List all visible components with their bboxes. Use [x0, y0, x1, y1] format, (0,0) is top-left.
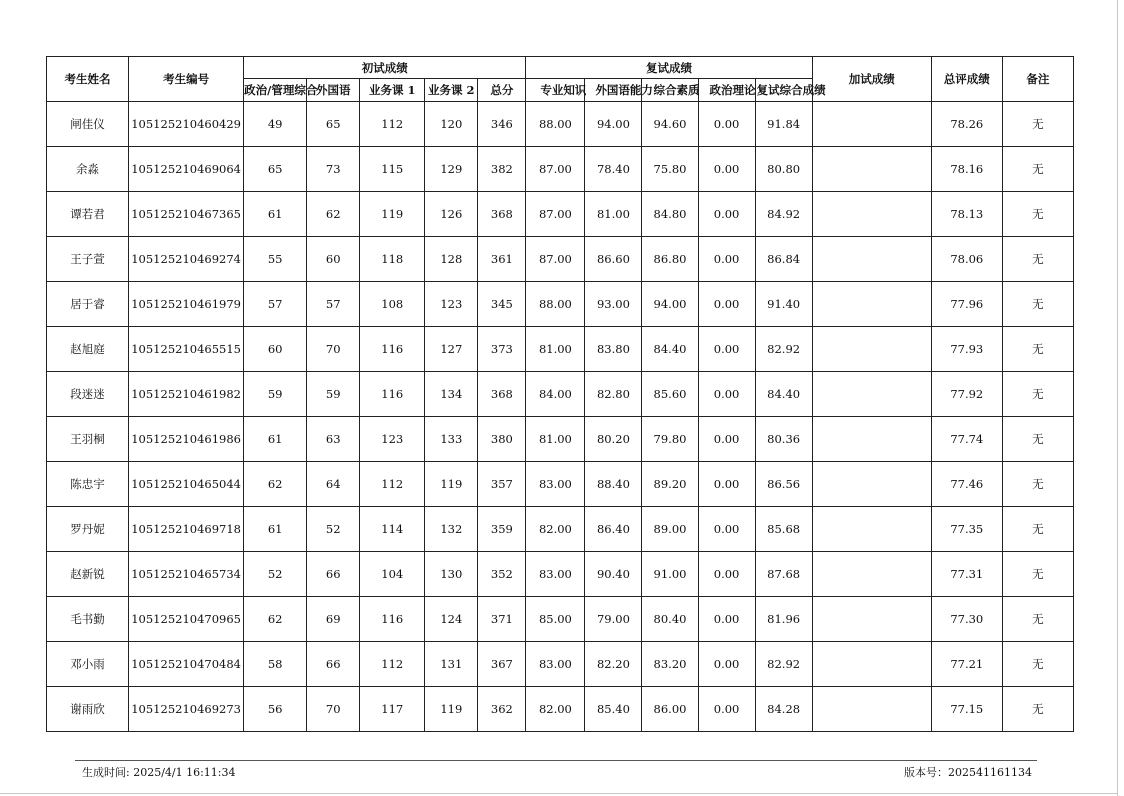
retest-foreign-cell: 82.80	[585, 372, 642, 417]
prelim-politics-cell: 52	[244, 552, 307, 597]
id-cell: 105125210465515	[129, 327, 244, 372]
retest-foreign-cell: 85.40	[585, 687, 642, 732]
retest-quality-cell: 85.60	[642, 372, 698, 417]
prelim-politics-cell: 62	[244, 462, 307, 507]
prelim-course1-cell: 116	[360, 327, 425, 372]
extra-score-cell	[812, 147, 931, 192]
prelim-foreign-cell: 70	[307, 687, 360, 732]
prelim-politics-cell: 55	[244, 237, 307, 282]
id-cell: 105125210461986	[129, 417, 244, 462]
table-row	[47, 642, 1074, 687]
retest-politics-cell: 0.00	[698, 687, 755, 732]
prelim-course2-cell: 120	[425, 102, 478, 147]
table-row	[47, 417, 1074, 462]
prelim-foreign-cell: 65	[307, 102, 360, 147]
id-cell: 105125210467365	[129, 192, 244, 237]
table-row	[47, 282, 1074, 327]
extra-score-cell	[812, 282, 931, 327]
retest-composite-cell: 91.84	[755, 102, 812, 147]
prelim-course2-cell: 124	[425, 597, 478, 642]
prelim-total-cell: 346	[478, 102, 526, 147]
extra-score-cell	[812, 597, 931, 642]
retest-quality-cell: 83.20	[642, 642, 698, 687]
prelim-foreign-cell: 62	[307, 192, 360, 237]
table-row	[47, 507, 1074, 552]
name-cell: 谢雨欣	[47, 687, 129, 732]
remark-cell: 无	[1002, 372, 1073, 417]
header-prelim-foreign: 外国语	[307, 79, 360, 102]
table-row	[47, 597, 1074, 642]
retest-professional-cell: 82.00	[526, 687, 585, 732]
page-edge-bottom	[0, 793, 1118, 794]
retest-professional-cell: 83.00	[526, 552, 585, 597]
remark-cell: 无	[1002, 462, 1073, 507]
header-retest-composite: 复试综合成绩	[755, 79, 812, 102]
prelim-politics-cell: 49	[244, 102, 307, 147]
prelim-foreign-cell: 66	[307, 552, 360, 597]
id-cell: 105125210469273	[129, 687, 244, 732]
total-eval-cell: 77.35	[931, 507, 1002, 552]
prelim-course2-cell: 130	[425, 552, 478, 597]
header-retest-group: 复试成绩	[526, 57, 812, 79]
retest-quality-cell: 91.00	[642, 552, 698, 597]
retest-composite-cell: 84.28	[755, 687, 812, 732]
prelim-politics-cell: 62	[244, 597, 307, 642]
prelim-politics-cell: 56	[244, 687, 307, 732]
version-number: 版本号：202541161134	[904, 766, 1032, 779]
prelim-foreign-cell: 59	[307, 372, 360, 417]
header-retest-politics: 政治理论	[698, 79, 755, 102]
total-eval-cell: 77.92	[931, 372, 1002, 417]
retest-composite-cell: 91.40	[755, 282, 812, 327]
retest-quality-cell: 75.80	[642, 147, 698, 192]
retest-foreign-cell: 88.40	[585, 462, 642, 507]
prelim-course1-cell: 114	[360, 507, 425, 552]
extra-score-cell	[812, 417, 931, 462]
prelim-total-cell: 367	[478, 642, 526, 687]
retest-foreign-cell: 82.20	[585, 642, 642, 687]
extra-score-cell	[812, 372, 931, 417]
name-cell: 段迷迷	[47, 372, 129, 417]
retest-quality-cell: 94.60	[642, 102, 698, 147]
retest-quality-cell: 89.00	[642, 507, 698, 552]
retest-quality-cell: 84.80	[642, 192, 698, 237]
retest-foreign-cell: 81.00	[585, 192, 642, 237]
remark-cell: 无	[1002, 642, 1073, 687]
remark-cell: 无	[1002, 417, 1073, 462]
prelim-total-cell: 371	[478, 597, 526, 642]
prelim-foreign-cell: 69	[307, 597, 360, 642]
prelim-course1-cell: 108	[360, 282, 425, 327]
prelim-course2-cell: 119	[425, 687, 478, 732]
prelim-course1-cell: 112	[360, 462, 425, 507]
prelim-total-cell: 352	[478, 552, 526, 597]
id-cell: 105125210469718	[129, 507, 244, 552]
table-row	[47, 372, 1074, 417]
prelim-course2-cell: 127	[425, 327, 478, 372]
retest-composite-cell: 85.68	[755, 507, 812, 552]
total-eval-cell: 78.13	[931, 192, 1002, 237]
prelim-politics-cell: 60	[244, 327, 307, 372]
prelim-course2-cell: 119	[425, 462, 478, 507]
prelim-total-cell: 345	[478, 282, 526, 327]
table-row	[47, 237, 1074, 282]
prelim-foreign-cell: 52	[307, 507, 360, 552]
id-cell: 105125210469064	[129, 147, 244, 192]
retest-composite-cell: 80.36	[755, 417, 812, 462]
retest-professional-cell: 83.00	[526, 462, 585, 507]
total-eval-cell: 77.46	[931, 462, 1002, 507]
total-eval-cell: 78.26	[931, 102, 1002, 147]
header-remark: 备注	[1002, 57, 1073, 102]
retest-professional-cell: 81.00	[526, 327, 585, 372]
retest-quality-cell: 94.00	[642, 282, 698, 327]
retest-professional-cell: 83.00	[526, 642, 585, 687]
prelim-total-cell: 368	[478, 372, 526, 417]
total-eval-cell: 77.15	[931, 687, 1002, 732]
table-row	[47, 147, 1074, 192]
retest-politics-cell: 0.00	[698, 417, 755, 462]
name-cell: 赵旭庭	[47, 327, 129, 372]
remark-cell: 无	[1002, 102, 1073, 147]
prelim-course1-cell: 116	[360, 597, 425, 642]
retest-professional-cell: 81.00	[526, 417, 585, 462]
retest-professional-cell: 88.00	[526, 282, 585, 327]
retest-quality-cell: 86.00	[642, 687, 698, 732]
retest-politics-cell: 0.00	[698, 552, 755, 597]
name-cell: 王子萱	[47, 237, 129, 282]
retest-politics-cell: 0.00	[698, 147, 755, 192]
prelim-foreign-cell: 66	[307, 642, 360, 687]
retest-quality-cell: 86.80	[642, 237, 698, 282]
extra-score-cell	[812, 192, 931, 237]
extra-score-cell	[812, 687, 931, 732]
retest-composite-cell: 81.96	[755, 597, 812, 642]
prelim-course1-cell: 123	[360, 417, 425, 462]
extra-score-cell	[812, 552, 931, 597]
table-row	[47, 552, 1074, 597]
total-eval-cell: 77.31	[931, 552, 1002, 597]
name-cell: 闸佳仪	[47, 102, 129, 147]
retest-composite-cell: 80.80	[755, 147, 812, 192]
retest-politics-cell: 0.00	[698, 327, 755, 372]
prelim-course1-cell: 119	[360, 192, 425, 237]
prelim-total-cell: 361	[478, 237, 526, 282]
table-row	[47, 462, 1074, 507]
prelim-politics-cell: 61	[244, 192, 307, 237]
prelim-politics-cell: 61	[244, 507, 307, 552]
retest-composite-cell: 86.84	[755, 237, 812, 282]
header-retest-professional: 专业知识	[526, 79, 585, 102]
header-prelim-total: 总分	[478, 79, 526, 102]
id-cell: 105125210470484	[129, 642, 244, 687]
retest-politics-cell: 0.00	[698, 462, 755, 507]
table-row	[47, 327, 1074, 372]
retest-professional-cell: 88.00	[526, 102, 585, 147]
retest-quality-cell: 84.40	[642, 327, 698, 372]
header-total-eval: 总评成绩	[931, 57, 1002, 102]
prelim-foreign-cell: 63	[307, 417, 360, 462]
prelim-foreign-cell: 57	[307, 282, 360, 327]
remark-cell: 无	[1002, 327, 1073, 372]
prelim-foreign-cell: 70	[307, 327, 360, 372]
table-row	[47, 192, 1074, 237]
footer-divider	[75, 760, 1037, 761]
id-cell: 105125210461979	[129, 282, 244, 327]
remark-cell: 无	[1002, 237, 1073, 282]
retest-politics-cell: 0.00	[698, 372, 755, 417]
remark-cell: 无	[1002, 282, 1073, 327]
name-cell: 赵新锐	[47, 552, 129, 597]
prelim-course1-cell: 117	[360, 687, 425, 732]
prelim-foreign-cell: 60	[307, 237, 360, 282]
retest-foreign-cell: 86.60	[585, 237, 642, 282]
remark-cell: 无	[1002, 192, 1073, 237]
header-retest-foreign: 外国语能力	[585, 79, 642, 102]
page-edge-right	[1117, 0, 1118, 796]
retest-composite-cell: 84.40	[755, 372, 812, 417]
retest-politics-cell: 0.00	[698, 282, 755, 327]
prelim-course1-cell: 104	[360, 552, 425, 597]
name-cell: 谭若君	[47, 192, 129, 237]
header-prelim-course1: 业务课 1	[360, 79, 425, 102]
prelim-foreign-cell: 64	[307, 462, 360, 507]
prelim-politics-cell: 58	[244, 642, 307, 687]
retest-politics-cell: 0.00	[698, 192, 755, 237]
name-cell: 陈忠宇	[47, 462, 129, 507]
retest-politics-cell: 0.00	[698, 642, 755, 687]
retest-foreign-cell: 83.80	[585, 327, 642, 372]
retest-professional-cell: 87.00	[526, 147, 585, 192]
prelim-total-cell: 362	[478, 687, 526, 732]
table-row	[47, 687, 1074, 732]
retest-professional-cell: 87.00	[526, 237, 585, 282]
id-cell: 105125210460429	[129, 102, 244, 147]
prelim-total-cell: 357	[478, 462, 526, 507]
retest-composite-cell: 84.92	[755, 192, 812, 237]
name-cell: 毛书勤	[47, 597, 129, 642]
header-prelim-course2: 业务课 2	[425, 79, 478, 102]
retest-composite-cell: 86.56	[755, 462, 812, 507]
retest-professional-cell: 87.00	[526, 192, 585, 237]
prelim-politics-cell: 57	[244, 282, 307, 327]
prelim-course1-cell: 118	[360, 237, 425, 282]
extra-score-cell	[812, 462, 931, 507]
prelim-total-cell: 359	[478, 507, 526, 552]
total-eval-cell: 78.06	[931, 237, 1002, 282]
prelim-politics-cell: 65	[244, 147, 307, 192]
extra-score-cell	[812, 642, 931, 687]
prelim-total-cell: 368	[478, 192, 526, 237]
prelim-course2-cell: 131	[425, 642, 478, 687]
retest-politics-cell: 0.00	[698, 102, 755, 147]
prelim-politics-cell: 59	[244, 372, 307, 417]
remark-cell: 无	[1002, 687, 1073, 732]
retest-politics-cell: 0.00	[698, 507, 755, 552]
name-cell: 余淼	[47, 147, 129, 192]
retest-composite-cell: 82.92	[755, 327, 812, 372]
id-cell: 105125210465734	[129, 552, 244, 597]
prelim-politics-cell: 61	[244, 417, 307, 462]
prelim-total-cell: 382	[478, 147, 526, 192]
retest-composite-cell: 87.68	[755, 552, 812, 597]
extra-score-cell	[812, 102, 931, 147]
prelim-course1-cell: 112	[360, 102, 425, 147]
retest-quality-cell: 80.40	[642, 597, 698, 642]
total-eval-cell: 78.16	[931, 147, 1002, 192]
extra-score-cell	[812, 237, 931, 282]
header-row-top	[47, 57, 1074, 79]
prelim-foreign-cell: 73	[307, 147, 360, 192]
name-cell: 居于睿	[47, 282, 129, 327]
prelim-course2-cell: 123	[425, 282, 478, 327]
header-name: 考生姓名	[47, 57, 129, 102]
table-row	[47, 102, 1074, 147]
header-retest-quality: 综合素质	[642, 79, 698, 102]
total-eval-cell: 77.74	[931, 417, 1002, 462]
prelim-course1-cell: 116	[360, 372, 425, 417]
total-eval-cell: 77.93	[931, 327, 1002, 372]
name-cell: 王羽桐	[47, 417, 129, 462]
header-id: 考生编号	[129, 57, 244, 102]
retest-politics-cell: 0.00	[698, 597, 755, 642]
retest-foreign-cell: 90.40	[585, 552, 642, 597]
score-table	[46, 56, 1074, 732]
retest-foreign-cell: 94.00	[585, 102, 642, 147]
prelim-course2-cell: 134	[425, 372, 478, 417]
prelim-course2-cell: 126	[425, 192, 478, 237]
prelim-total-cell: 380	[478, 417, 526, 462]
total-eval-cell: 77.30	[931, 597, 1002, 642]
prelim-course2-cell: 129	[425, 147, 478, 192]
generated-time: 生成时间: 2025/4/1 16:11:34	[82, 766, 236, 779]
retest-foreign-cell: 78.40	[585, 147, 642, 192]
id-cell: 105125210461982	[129, 372, 244, 417]
retest-composite-cell: 82.92	[755, 642, 812, 687]
remark-cell: 无	[1002, 147, 1073, 192]
header-extra: 加试成绩	[812, 57, 931, 102]
name-cell: 邓小雨	[47, 642, 129, 687]
id-cell: 105125210465044	[129, 462, 244, 507]
prelim-course2-cell: 128	[425, 237, 478, 282]
retest-foreign-cell: 93.00	[585, 282, 642, 327]
extra-score-cell	[812, 507, 931, 552]
remark-cell: 无	[1002, 597, 1073, 642]
retest-foreign-cell: 80.20	[585, 417, 642, 462]
total-eval-cell: 77.96	[931, 282, 1002, 327]
retest-foreign-cell: 79.00	[585, 597, 642, 642]
header-prelim-politics: 政治/管理综合	[244, 79, 307, 102]
remark-cell: 无	[1002, 552, 1073, 597]
score-table-body	[47, 102, 1074, 732]
retest-foreign-cell: 86.40	[585, 507, 642, 552]
remark-cell: 无	[1002, 507, 1073, 552]
retest-professional-cell: 82.00	[526, 507, 585, 552]
name-cell: 罗丹妮	[47, 507, 129, 552]
prelim-course2-cell: 133	[425, 417, 478, 462]
prelim-course1-cell: 115	[360, 147, 425, 192]
retest-quality-cell: 79.80	[642, 417, 698, 462]
retest-politics-cell: 0.00	[698, 237, 755, 282]
id-cell: 105125210469274	[129, 237, 244, 282]
id-cell: 105125210470965	[129, 597, 244, 642]
extra-score-cell	[812, 327, 931, 372]
prelim-course1-cell: 112	[360, 642, 425, 687]
prelim-total-cell: 373	[478, 327, 526, 372]
retest-professional-cell: 85.00	[526, 597, 585, 642]
retest-professional-cell: 84.00	[526, 372, 585, 417]
retest-quality-cell: 89.20	[642, 462, 698, 507]
total-eval-cell: 77.21	[931, 642, 1002, 687]
prelim-course2-cell: 132	[425, 507, 478, 552]
header-prelim-group: 初试成绩	[244, 57, 526, 79]
